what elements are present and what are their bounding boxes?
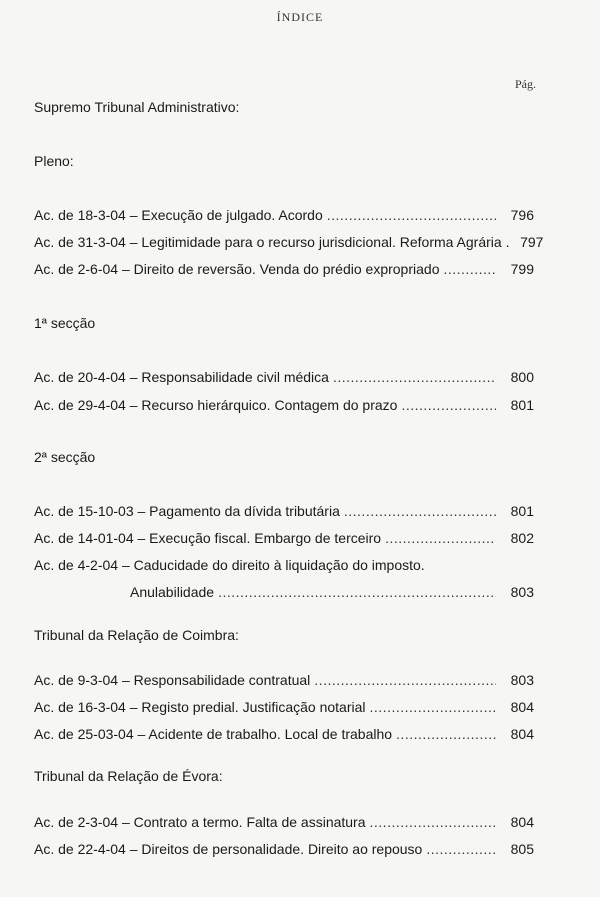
leader-dots (327, 206, 496, 224)
page-column-label: Pág. (515, 77, 536, 91)
leader-dots (370, 813, 496, 831)
entry-text: Ac. de 4-2-04 – Caducidade do direito à liquidação do imposto. (34, 557, 425, 573)
leader-dots (314, 671, 496, 689)
section-heading-evora: Tribunal da Relação de Évora: (34, 768, 223, 784)
page-title: ÍNDICE (276, 10, 324, 24)
entry-text: Ac. de 9-3-04 – Responsabilidade contratual (34, 672, 311, 688)
entry-text-continuation: Anulabilidade (130, 584, 215, 600)
entry-text: Ac. de 20-4-04 – Responsabilidade civil médica (34, 369, 329, 385)
entry-page: 805 (510, 841, 534, 857)
section-heading-pleno: Pleno: (34, 153, 74, 169)
entry-page: 802 (510, 530, 534, 546)
leader-dots (385, 529, 496, 547)
section-heading-sta: Supremo Tribunal Administrativo: (34, 99, 240, 115)
entry-page: 800 (510, 369, 534, 385)
index-entry (34, 396, 534, 414)
index-entry (34, 529, 534, 547)
entry-page: 801 (510, 397, 534, 413)
entry-text: Ac. de 2-6-04 – Direito de reversão. Venda do prédio expropriado (34, 261, 440, 277)
index-entry (34, 671, 534, 689)
index-entry (34, 233, 544, 251)
index-entry (34, 502, 534, 520)
section-heading-coimbra: Tribunal da Relação de Coimbra: (34, 627, 239, 643)
index-entry (34, 813, 534, 831)
leader-dots (443, 260, 496, 278)
index-entry (34, 556, 534, 601)
entry-page: 797 (520, 234, 544, 250)
leader-dots (401, 396, 496, 414)
index-entry (34, 698, 534, 716)
leader-dots (344, 502, 496, 520)
entry-text: Ac. de 31-3-04 – Legitimidade para o recurso jurisdicional. Reforma Agrária . (34, 234, 510, 250)
entry-page: 799 (510, 261, 534, 277)
leader-dots (426, 840, 496, 858)
index-entry (34, 725, 534, 743)
entry-text: Ac. de 16-3-04 – Registo predial. Justificação notarial (34, 699, 366, 715)
entry-text: Ac. de 18-3-04 – Execução de julgado. Acordo (34, 207, 323, 223)
entry-text: Ac. de 29-4-04 – Recurso hierárquico. Contagem do prazo (34, 397, 398, 413)
entry-page: 803 (510, 672, 534, 688)
leader-dots (396, 725, 496, 743)
leader-dots (370, 698, 496, 716)
entry-text: Ac. de 15-10-03 – Pagamento da dívida tributária (34, 503, 340, 519)
section-heading-1: 1ª secção (34, 315, 96, 331)
index-entry (34, 840, 534, 858)
entry-page: 796 (510, 207, 534, 223)
leader-dots (333, 368, 496, 386)
entry-page: 804 (510, 726, 534, 742)
entry-page: 801 (510, 503, 534, 519)
entry-page: 804 (510, 814, 534, 830)
index-entry (34, 206, 534, 224)
entry-text: Ac. de 25-03-04 – Acidente de trabalho. Local de trabalho (34, 726, 393, 742)
index-entry (34, 368, 534, 386)
entry-text: Ac. de 2-3-04 – Contrato a termo. Falta de assinatura (34, 814, 366, 830)
index-entry (34, 260, 534, 278)
leader-dots (218, 583, 496, 601)
section-heading-2: 2ª secção (34, 449, 96, 465)
entry-page: 804 (510, 699, 534, 715)
entry-text: Ac. de 22-4-04 – Direitos de personalidade. Direito ao repouso (34, 841, 423, 857)
entry-page: 803 (510, 584, 534, 600)
entry-text: Ac. de 14-01-04 – Execução fiscal. Embargo de terceiro (34, 530, 382, 546)
